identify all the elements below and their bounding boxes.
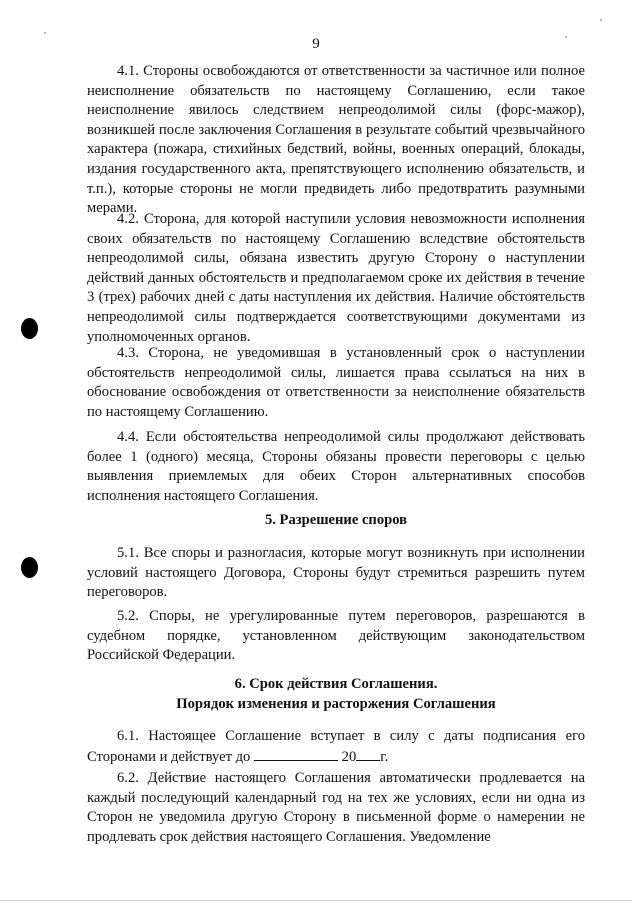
punch-hole-mark (21, 318, 38, 339)
section-6-heading-line-1: 6. Срок действия Соглашения. (234, 676, 438, 692)
date-blank-field (254, 747, 338, 761)
clause-6-2: 6.2. Действие настоящего Соглашения автоматически продлевается на каждый последующий календарный год на тех же условиях, если ни одна из Сторон не уведомила другую Сторону в письменной форме о намерении не продлевать срок действия настоящего Соглашения. Уведомление (87, 770, 585, 845)
clause-6-1-year: 20 (341, 748, 357, 765)
clause-5-1: 5.1. Все споры и разногласия, которые могут возникнуть при исполнении условий настоящего Договора, Стороны будут стремиться разрешить путем переговоров. (87, 545, 585, 601)
clause-4-2: 4.2. Сторона, для которой наступили условия невозможности исполнения своих обязательств по настоящему Соглашению вследствие обстоятельств непреодолимой силы, обязана известить другую Сторону о наступлении действий данных обстоятельств и предполагаемом сроке их действия в течение 3 (трех) рабочих дней с даты наступления их действия. Наличие обстоятельств непреодолимой силы подтверждается соответствующими документами из уполномоченных органов. (87, 211, 585, 345)
clause-4-3: 4.3. Сторона, не уведомившая в установленный срок о наступлении обстоятельств непреодолимой силы, лишается права ссылаться на них в обоснование освобождения от ответственности за неисполнение обязательств по настоящему Соглашению. (87, 345, 585, 420)
clause-6-1-text: 6.1. Настоящее Соглашение вступает в силу с даты подписания его Сторонами и действует до (87, 728, 585, 765)
punch-hole-mark (21, 557, 38, 578)
clause-4-4: 4.4. Если обстоятельства непреодолимой силы продолжают действовать более 1 (одного) месяца, Стороны обязаны провести переговоры с целью выявления приемлемых для обеих Сторон альтернативных способов исполнения настоящего Соглашения. (87, 429, 585, 504)
scan-edge-line (0, 900, 632, 901)
page-number: 9 (312, 36, 320, 52)
scan-speck (44, 32, 46, 34)
year-blank-field (356, 747, 380, 761)
section-5-heading: 5. Разрешение споров (264, 512, 408, 528)
section-6-heading-line-2: Порядок изменения и расторжения Соглашения (176, 695, 496, 712)
clause-6-1 (87, 727, 585, 767)
scan-speck (565, 36, 567, 38)
clause-5-2: 5.2. Споры, не урегулированные путем переговоров, разрешаются в судебном порядке, установленном действующим законодательством Российской Федерации. (87, 608, 585, 664)
clause-4-1: 4.1. Стороны освобождаются от ответственности за частичное или полное неисполнение обязательств по настоящему Соглашению, если такое неисполнение явилось следствием непреодолимой силы (форс-мажор), возникшей после заключения Соглашения в результате событий чрезвычайного характера (пожара, стихийных бедствий, войны, военных операций, блокады, издания государственного акта, препятствующего исполнению обязательств, и т.п.), которые стороны не могли предвидеть либо предотвратить разумными мерами. (87, 63, 585, 217)
clause-6-1-end: г. (380, 748, 389, 765)
section-6-heading (87, 675, 585, 714)
scan-speck (600, 19, 602, 21)
